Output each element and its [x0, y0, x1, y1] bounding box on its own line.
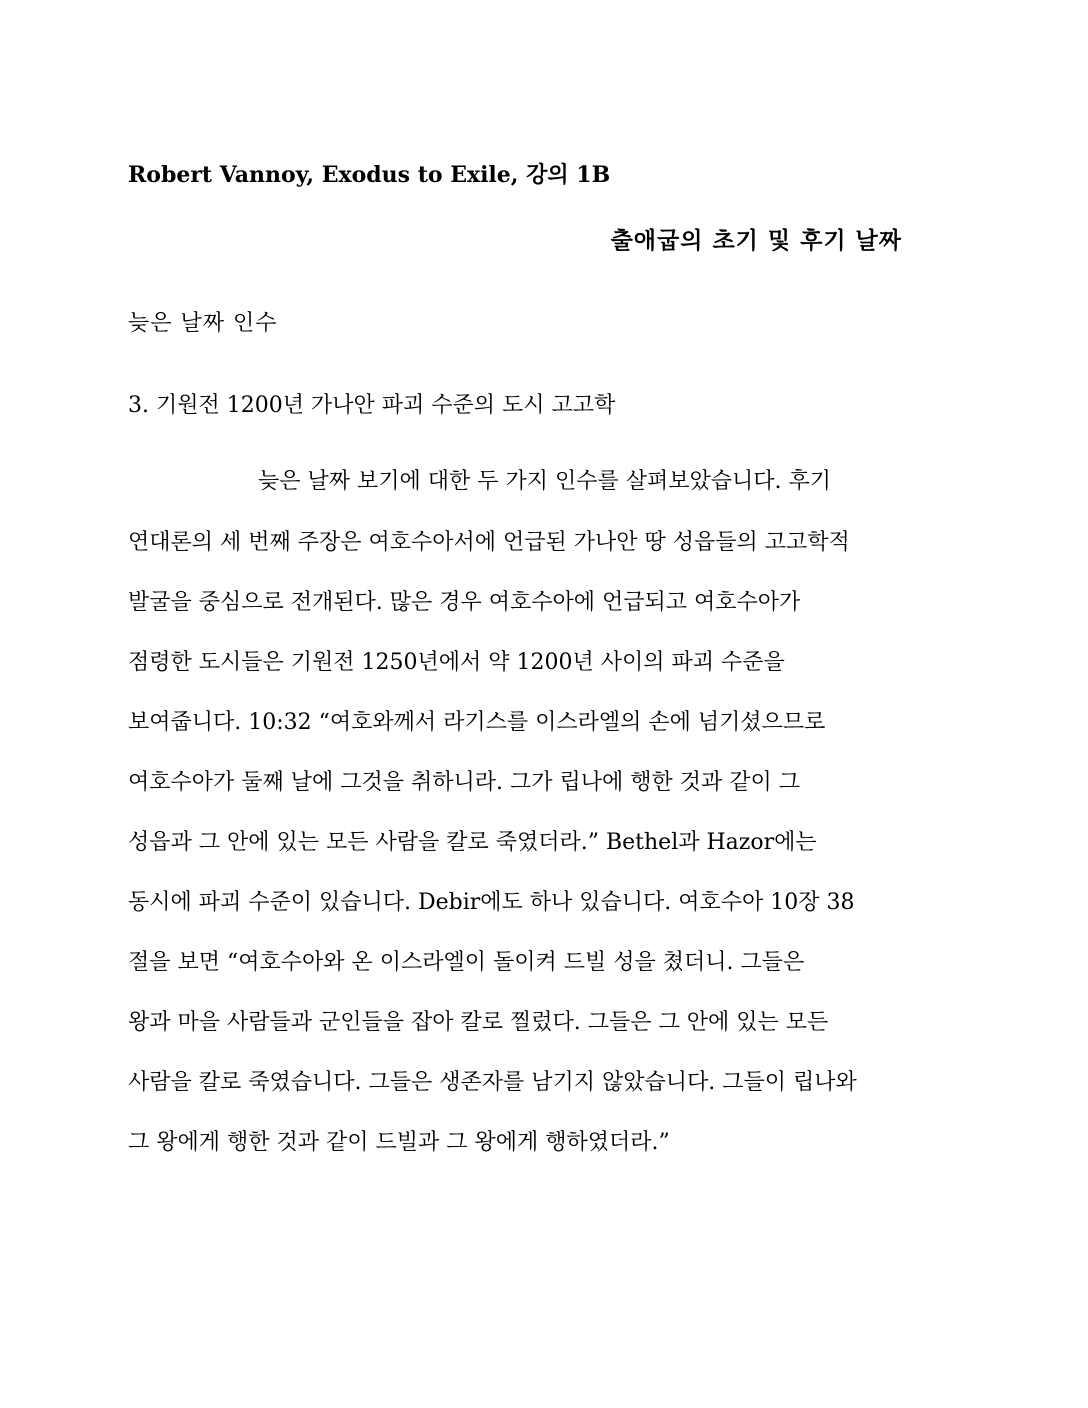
paragraph-line: 여호수아가 둘째 날에 그것을 취하니라. 그가 립나에 행한 것과 같이 그	[128, 770, 800, 795]
paragraph-line: 절을 보면 “여호수아와 온 이스라엘이 돌이켜 드빌 성을 쳤더니. 그들은	[128, 950, 805, 975]
paragraph-line: 사람을 칼로 죽였습니다. 그들은 생존자를 남기지 않았습니다. 그들이 립나와	[128, 1070, 857, 1095]
document-header: Robert Vannoy, Exodus to Exile, 강의 1B	[128, 162, 611, 188]
paragraph-line: 성읍과 그 안에 있는 모든 사람을 칼로 죽였더라.” Bethel과 Hazor에는	[128, 830, 817, 855]
paragraph-line: 왕과 마을 사람들과 군인들을 잡아 칼로 찔렀다. 그들은 그 안에 있는 모든	[128, 1010, 829, 1035]
paragraph-line: 늦은 날짜 보기에 대한 두 가지 인수를 살펴보았습니다. 후기	[258, 469, 831, 494]
section-heading: 늦은 날짜 인수	[128, 311, 278, 336]
paragraph-line: 점령한 도시들은 기원전 1250년에서 약 1200년 사이의 파괴 수준을	[128, 650, 785, 675]
paragraph-line: 연대론의 세 번째 주장은 여호수아서에 언급된 가나안 땅 성읍들의 고고학적	[128, 530, 850, 555]
document-title: 출애굽의 초기 및 후기 날짜	[610, 227, 902, 254]
paragraph-line: 동시에 파괴 수준이 있습니다. Debir에도 하나 있습니다. 여호수아 10장 38	[128, 890, 855, 915]
paragraph-line: 발굴을 중심으로 전개된다. 많은 경우 여호수아에 언급되고 여호수아가	[128, 590, 801, 615]
subsection-heading: 3. 기원전 1200년 가나안 파괴 수준의 도시 고고학	[128, 393, 616, 418]
paragraph-line: 보여줍니다. 10:32 “여호와께서 라기스를 이스라엘의 손에 넘기셨으므로	[128, 710, 826, 735]
paragraph-line: 그 왕에게 행한 것과 같이 드빌과 그 왕에게 행하였더라.”	[128, 1130, 670, 1155]
